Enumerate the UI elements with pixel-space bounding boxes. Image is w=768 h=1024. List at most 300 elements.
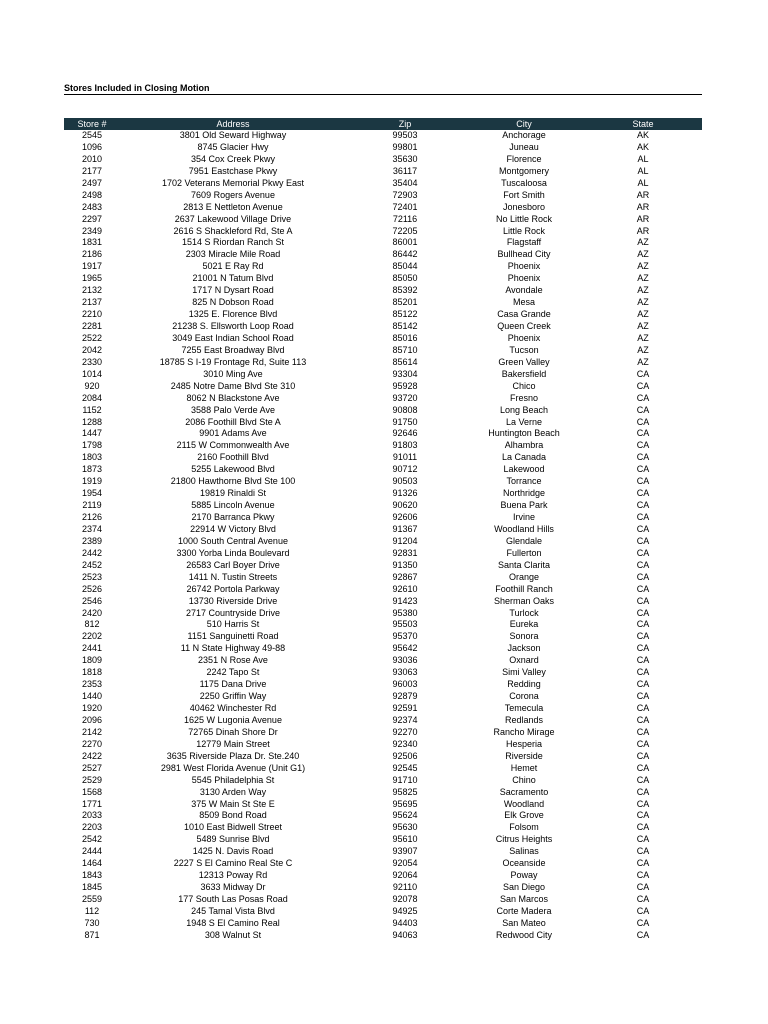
cell-store-number: 2522 <box>81 332 103 343</box>
table-row <box>64 846 702 858</box>
cell-city: Hesperia <box>505 738 543 749</box>
cell-city: Casa Grande <box>497 309 551 320</box>
cell-zip: 95695 <box>392 798 418 809</box>
table-row <box>64 906 702 918</box>
cell-city: Santa Clarita <box>497 559 551 570</box>
cell-city: Tucson <box>509 344 539 355</box>
cell-store-number: 1809 <box>81 655 103 666</box>
cell-state: CA <box>636 667 650 678</box>
cell-city: Bakersfield <box>501 368 547 379</box>
cell-state: AZ <box>637 285 649 296</box>
cell-zip: 99801 <box>392 141 418 152</box>
cell-address: 1175 Dana Drive <box>199 679 267 690</box>
cell-state: CA <box>636 440 650 451</box>
cell-city: Little Rock <box>502 225 546 236</box>
cell-state: CA <box>636 547 650 558</box>
cell-zip: 95610 <box>392 834 418 845</box>
table-row <box>64 799 702 811</box>
column-header-state: State <box>632 119 654 129</box>
cell-zip: 72116 <box>392 213 418 224</box>
cell-address: 2485 Notre Dame Blvd Ste 310 <box>170 380 296 391</box>
cell-zip: 85050 <box>392 273 418 284</box>
cell-store-number: 1447 <box>81 428 103 439</box>
cell-address: 1151 Sanguinetti Road <box>187 631 279 642</box>
cell-store-number: 2542 <box>81 834 103 845</box>
table-row <box>64 560 702 572</box>
cell-city: Phoenix <box>507 261 541 272</box>
column-header-address: Address <box>216 119 250 129</box>
cell-city: Turlock <box>509 607 539 618</box>
cell-address: 26742 Portola Parkway <box>186 583 280 594</box>
cell-state: CA <box>636 559 650 570</box>
cell-address: 2616 S Shackleford Rd, Ste A <box>173 225 293 236</box>
cell-store-number: 1288 <box>81 416 103 427</box>
table-row <box>64 226 702 238</box>
cell-store-number: 1803 <box>81 452 103 463</box>
table-row <box>64 834 702 846</box>
table-row <box>64 488 702 500</box>
cell-store-number: 1954 <box>81 488 103 499</box>
cell-address: 3635 Riverside Plaza Dr. Ste.240 <box>166 750 300 761</box>
cell-store-number: 1965 <box>81 273 103 284</box>
page-title: Stores Included in Closing Motion <box>64 83 210 93</box>
cell-address: 2242 Tapo St <box>206 667 260 678</box>
cell-zip: 92110 <box>392 882 418 893</box>
cell-state: CA <box>636 810 650 821</box>
table-row <box>64 440 702 452</box>
cell-address: 308 Walnut St <box>204 929 262 940</box>
cell-store-number: 2084 <box>81 392 103 403</box>
cell-state: CA <box>636 846 650 857</box>
cell-city: Fresno <box>509 392 538 403</box>
cell-city: La Canada <box>501 452 547 463</box>
table-row <box>64 357 702 369</box>
cell-city: Northridge <box>502 488 546 499</box>
cell-state: CA <box>636 834 650 845</box>
table-row <box>64 643 702 655</box>
cell-state: CA <box>636 917 650 928</box>
cell-zip: 86001 <box>392 237 418 248</box>
cell-state: CA <box>636 392 650 403</box>
cell-store-number: 1818 <box>81 667 103 678</box>
table-row <box>64 548 702 560</box>
cell-state: CA <box>636 428 650 439</box>
table-row <box>64 822 702 834</box>
cell-city: Hemet <box>510 762 538 773</box>
cell-store-number: 2498 <box>81 189 103 200</box>
cell-state: CA <box>636 798 650 809</box>
cell-address: 1010 East Bidwell Street <box>183 822 283 833</box>
cell-zip: 85016 <box>392 332 418 343</box>
cell-city: Temecula <box>504 703 544 713</box>
cell-zip: 94925 <box>392 905 418 916</box>
table-row <box>64 428 702 440</box>
table-row <box>64 584 702 596</box>
cell-store-number: 1014 <box>81 368 103 379</box>
table-row <box>64 190 702 202</box>
cell-state: CA <box>636 368 650 379</box>
cell-store-number: 2527 <box>81 762 103 773</box>
table-row <box>64 417 702 429</box>
cell-zip: 90712 <box>392 464 418 475</box>
cell-city: Bullhead City <box>497 249 551 260</box>
cell-city: Eureka <box>509 619 539 630</box>
table-row <box>64 512 702 524</box>
cell-address: 21238 S. Ellsworth Loop Road <box>172 321 294 331</box>
cell-zip: 95370 <box>392 631 418 642</box>
cell-zip: 92545 <box>392 762 418 773</box>
table-row <box>64 608 702 620</box>
cell-address: 3801 Old Seward Highway <box>179 130 287 140</box>
table-row <box>64 775 702 787</box>
cell-address: 2250 Griffin Way <box>199 691 267 702</box>
cell-store-number: 2330 <box>81 356 103 367</box>
cell-city: Sacramento <box>499 786 549 797</box>
cell-zip: 91750 <box>392 416 418 427</box>
cell-city: San Mateo <box>502 917 546 928</box>
cell-state: CA <box>636 512 650 522</box>
cell-city: Jonesboro <box>502 201 546 212</box>
cell-address: 9901 Adams Ave <box>199 428 267 439</box>
cell-state: CA <box>636 464 650 475</box>
cell-store-number: 2374 <box>81 523 103 534</box>
cell-zip: 85614 <box>392 356 418 367</box>
cell-city: Phoenix <box>507 273 541 284</box>
cell-zip: 92606 <box>392 512 418 522</box>
table-row <box>64 369 702 381</box>
cell-address: 12313 Poway Rd <box>198 870 268 881</box>
cell-state: AR <box>636 189 650 200</box>
table-row <box>64 345 702 357</box>
table-row <box>64 631 702 643</box>
cell-store-number: 1440 <box>81 691 103 702</box>
cell-store-number: 812 <box>84 619 100 630</box>
cell-address: 245 Tamal Vista Blvd <box>191 905 275 916</box>
cell-address: 1325 E. Florence Blvd <box>188 309 278 320</box>
cell-zip: 92064 <box>392 870 418 881</box>
cell-city: Flagstaff <box>506 237 542 248</box>
cell-address: 1000 South Central Avenue <box>178 535 288 546</box>
cell-zip: 93304 <box>392 368 418 379</box>
table-row <box>64 452 702 464</box>
cell-zip: 90620 <box>392 500 418 511</box>
table-row <box>64 703 702 715</box>
cell-store-number: 2523 <box>81 571 103 582</box>
cell-zip: 91367 <box>392 523 418 534</box>
cell-address: 2981 West Florida Avenue (Unit G1) <box>160 762 306 773</box>
table-row <box>64 381 702 393</box>
cell-store-number: 1873 <box>81 464 103 475</box>
cell-zip: 92879 <box>392 691 418 702</box>
cell-address: 5489 Sunrise Blvd <box>196 834 270 845</box>
cell-city: Woodland <box>503 798 545 809</box>
cell-city: Torrance <box>506 476 542 487</box>
cell-address: 21001 N Tatum Blvd <box>192 273 274 284</box>
cell-zip: 92374 <box>392 714 418 725</box>
table-body <box>64 130 702 942</box>
cell-store-number: 2202 <box>81 631 103 642</box>
cell-state: CA <box>636 631 650 642</box>
cell-state: CA <box>636 571 650 582</box>
cell-address: 1702 Veterans Memorial Pkwy East <box>161 177 305 188</box>
cell-zip: 91423 <box>392 595 418 606</box>
cell-city: La Verne <box>505 416 543 427</box>
table-row <box>64 870 702 882</box>
cell-address: 3049 East Indian School Road <box>172 332 294 343</box>
table-row <box>64 882 702 894</box>
table-row <box>64 655 702 667</box>
table-row <box>64 751 702 763</box>
cell-zip: 91011 <box>392 452 418 463</box>
cell-state: CA <box>636 929 650 940</box>
cell-address: 40462 Winchester Rd <box>189 703 277 713</box>
cell-store-number: 920 <box>84 380 100 391</box>
cell-state: AZ <box>637 273 649 284</box>
cell-store-number: 2444 <box>81 846 103 857</box>
cell-address: 1425 N. Davis Road <box>192 846 274 857</box>
cell-state: CA <box>636 488 650 499</box>
cell-state: AZ <box>637 249 649 260</box>
cell-state: AZ <box>637 344 649 355</box>
cell-zip: 91204 <box>392 535 418 546</box>
cell-state: CA <box>636 452 650 463</box>
table-row <box>64 930 702 942</box>
cell-city: Alhambra <box>504 440 544 451</box>
cell-address: 3633 Midway Dr <box>200 882 266 893</box>
cell-store-number: 2483 <box>81 201 103 212</box>
cell-address: 2170 Barranca Pkwy <box>191 512 275 522</box>
cell-city: Orange <box>508 571 540 582</box>
cell-store-number: 2177 <box>81 165 103 176</box>
cell-city: Elk Grove <box>504 810 544 821</box>
cell-city: Woodland Hills <box>494 523 554 534</box>
table-row <box>64 810 702 822</box>
table-row <box>64 142 702 154</box>
cell-city: No Little Rock <box>495 213 553 224</box>
cell-state: CA <box>636 416 650 427</box>
cell-store-number: 1845 <box>81 882 103 893</box>
cell-store-number: 2096 <box>81 714 103 725</box>
cell-address: 18785 S I-19 Frontage Rd, Suite 113 <box>159 356 307 367</box>
cell-zip: 93063 <box>392 667 418 678</box>
cell-state: AZ <box>637 321 649 331</box>
cell-city: Sherman Oaks <box>493 595 555 606</box>
cell-store-number: 2545 <box>81 130 103 140</box>
cell-city: Lakewood <box>503 464 545 475</box>
cell-city: Irvine <box>512 512 535 522</box>
cell-store-number: 2420 <box>81 607 103 618</box>
table-row <box>64 273 702 285</box>
cell-zip: 92054 <box>392 858 418 869</box>
cell-state: AZ <box>637 261 649 272</box>
cell-state: CA <box>636 762 650 773</box>
cell-state: CA <box>636 870 650 881</box>
cell-state: CA <box>636 583 650 594</box>
cell-store-number: 2281 <box>81 321 103 331</box>
cell-city: Buena Park <box>500 500 548 511</box>
cell-state: CA <box>636 619 650 630</box>
table-row <box>64 918 702 930</box>
cell-address: 5255 Lakewood Blvd <box>191 464 275 475</box>
cell-store-number: 2042 <box>81 344 103 355</box>
cell-zip: 85392 <box>392 285 418 296</box>
cell-address: 2351 N Rose Ave <box>198 655 268 666</box>
cell-city: Foothill Ranch <box>495 583 553 594</box>
cell-state: CA <box>636 535 650 546</box>
cell-state: AL <box>637 153 649 164</box>
cell-city: Fort Smith <box>503 189 545 200</box>
table-row <box>64 297 702 309</box>
cell-address: 2637 Lakewood Village Drive <box>174 213 292 224</box>
cell-state: CA <box>636 905 650 916</box>
cell-store-number: 2529 <box>81 774 103 785</box>
cell-zip: 35630 <box>392 153 418 164</box>
cell-state: CA <box>636 714 650 725</box>
cell-city: Riverside <box>505 750 543 761</box>
cell-store-number: 2349 <box>81 225 103 236</box>
cell-address: 2160 Foothill Blvd <box>197 452 269 463</box>
cell-store-number: 2452 <box>81 559 103 570</box>
cell-state: AZ <box>637 237 649 248</box>
cell-city: Avondale <box>505 285 543 296</box>
cell-city: San Marcos <box>499 894 549 904</box>
cell-zip: 99503 <box>392 130 418 140</box>
cell-address: 375 W Main St Ste E <box>191 798 275 809</box>
cell-zip: 92831 <box>392 547 418 558</box>
cell-zip: 85044 <box>392 261 418 272</box>
cell-zip: 35404 <box>392 177 418 188</box>
cell-store-number: 1464 <box>81 858 103 869</box>
cell-store-number: 2559 <box>81 894 103 904</box>
cell-address: 2115 W Commonwealth Ave <box>176 440 290 451</box>
cell-store-number: 1920 <box>81 703 103 713</box>
cell-store-number: 1843 <box>81 870 103 881</box>
cell-store-number: 871 <box>84 929 100 940</box>
table-row <box>64 154 702 166</box>
cell-city: Tuscaloosa <box>501 177 547 188</box>
cell-address: 1948 S El Camino Real <box>186 917 280 928</box>
cell-address: 26583 Carl Boyer Drive <box>186 559 280 570</box>
cell-state: AK <box>636 141 649 152</box>
cell-zip: 72205 <box>392 225 418 236</box>
cell-store-number: 2119 <box>82 500 102 511</box>
cell-city: Phoenix <box>507 332 541 343</box>
cell-store-number: 2126 <box>81 512 103 522</box>
cell-address: 22914 W Victory Blvd <box>190 523 276 534</box>
cell-city: Montgomery <box>498 165 550 176</box>
cell-zip: 92506 <box>392 750 418 761</box>
cell-zip: 85201 <box>392 297 418 308</box>
cell-store-number: 2297 <box>81 213 103 224</box>
cell-city: Fullerton <box>506 547 542 558</box>
cell-state: AL <box>637 177 649 188</box>
cell-state: CA <box>636 822 650 833</box>
cell-state: AR <box>636 213 650 224</box>
cell-zip: 95380 <box>392 607 418 618</box>
cell-store-number: 1771 <box>81 798 103 809</box>
cell-state: CA <box>636 882 650 893</box>
cell-store-number: 1798 <box>81 440 103 451</box>
cell-state: AZ <box>637 297 649 308</box>
cell-address: 8509 Bond Road <box>199 810 267 821</box>
cell-city: Florence <box>506 153 542 164</box>
column-header-store-number: Store # <box>77 119 107 129</box>
cell-city: Long Beach <box>499 404 549 415</box>
cell-city: Citrus Heights <box>495 834 553 845</box>
cell-zip: 90808 <box>392 404 418 415</box>
cell-city: Oceanside <box>502 858 546 869</box>
cell-state: AZ <box>637 309 649 320</box>
cell-store-number: 2137 <box>81 297 103 308</box>
cell-state: CA <box>636 894 650 904</box>
cell-store-number: 2422 <box>81 750 103 761</box>
cell-store-number: 1831 <box>81 237 103 248</box>
cell-store-number: 1096 <box>81 141 103 152</box>
table-row <box>64 202 702 214</box>
cell-address: 8062 N Blackstone Ave <box>186 392 280 403</box>
cell-zip: 92610 <box>392 583 418 594</box>
table-row <box>64 214 702 226</box>
cell-zip: 95630 <box>392 822 418 833</box>
cell-state: CA <box>636 679 650 690</box>
cell-state: AZ <box>637 332 649 343</box>
cell-address: 177 South Las Posas Road <box>178 894 288 904</box>
cell-zip: 92078 <box>392 894 418 904</box>
table-row <box>64 572 702 584</box>
cell-address: 3010 Ming Ave <box>203 368 263 379</box>
cell-address: 2717 Countryside Drive <box>185 607 281 618</box>
table-row <box>64 237 702 249</box>
table-row <box>64 727 702 739</box>
cell-city: Corte Madera <box>496 905 552 916</box>
cell-city: Corona <box>509 691 539 702</box>
cell-city: Mesa <box>512 297 535 308</box>
cell-store-number: 2270 <box>81 738 103 749</box>
cell-store-number: 2442 <box>81 547 103 558</box>
cell-store-number: 1917 <box>81 261 103 272</box>
cell-zip: 92591 <box>392 703 418 713</box>
cell-zip: 72903 <box>392 189 418 200</box>
table-row <box>64 787 702 799</box>
cell-address: 825 N Dobson Road <box>192 297 274 308</box>
cell-zip: 91350 <box>392 559 418 570</box>
cell-address: 12779 Main Street <box>196 738 270 749</box>
cell-store-number: 2353 <box>81 679 103 690</box>
cell-state: CA <box>636 523 650 534</box>
cell-zip: 90503 <box>392 476 418 487</box>
table-row <box>64 763 702 775</box>
cell-zip: 91710 <box>392 774 418 785</box>
cell-zip: 85142 <box>392 321 418 331</box>
cell-address: 13730 Riverside Drive <box>188 595 278 606</box>
table-row <box>64 130 702 142</box>
cell-zip: 91326 <box>392 488 418 499</box>
cell-zip: 95825 <box>392 786 418 797</box>
cell-store-number: 112 <box>84 905 100 916</box>
cell-zip: 94063 <box>392 929 418 940</box>
cell-zip: 85710 <box>392 344 418 355</box>
cell-city: Redding <box>507 679 541 690</box>
cell-state: CA <box>636 738 650 749</box>
cell-store-number: 1152 <box>82 404 102 415</box>
cell-city: San Diego <box>502 882 546 893</box>
cell-address: 8745 Glacier Hwy <box>197 141 269 152</box>
table-row <box>64 333 702 345</box>
cell-store-number: 2142 <box>81 726 103 737</box>
cell-state: AK <box>636 130 649 140</box>
table-row <box>64 166 702 178</box>
table-row <box>64 393 702 405</box>
